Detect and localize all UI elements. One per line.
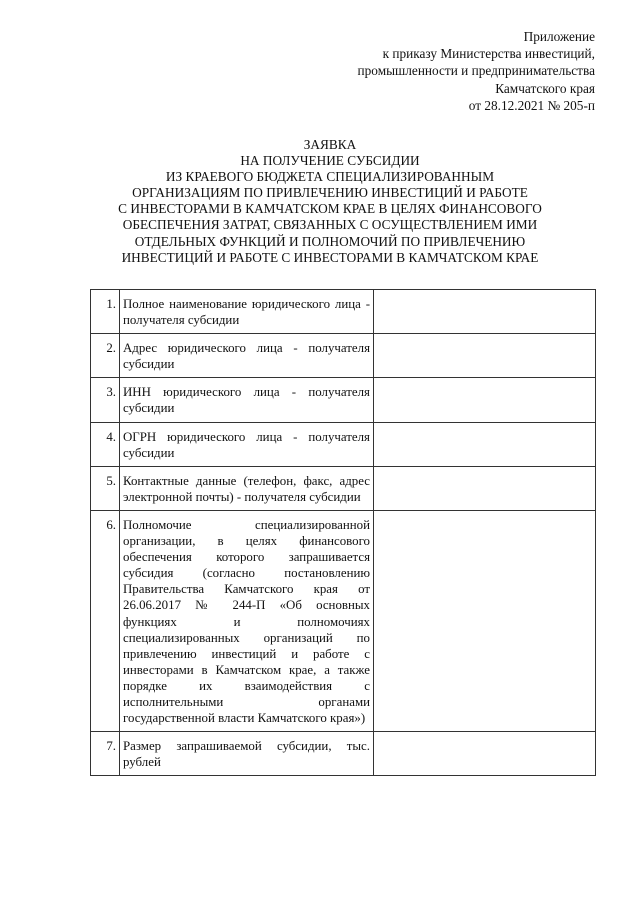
appendix-line: Камчатского края [495, 80, 595, 96]
row-value-field[interactable] [374, 510, 596, 731]
table-row [91, 732, 596, 776]
row-number: 6. [91, 510, 120, 731]
row-label: Размер запрашиваемой субсидии, тыс. рублей [120, 732, 374, 776]
appendix-line: промышленности и предпринимательства [357, 63, 595, 79]
row-label: Адрес юридического лица - получателя субсидии [120, 334, 374, 378]
row-value-field[interactable] [374, 290, 596, 334]
title-line: ЗАЯВКА [303, 137, 357, 152]
title-line: ОРГАНИЗАЦИЯМ ПО ПРИВЛЕЧЕНИЮ ИНВЕСТИЦИЙ И РАБОТЕ [132, 185, 528, 201]
table-row [91, 422, 596, 466]
row-value-field[interactable] [374, 378, 596, 422]
row-number: 3. [91, 378, 120, 422]
table-row [91, 290, 596, 334]
table-row [91, 378, 596, 422]
table-row [91, 466, 596, 510]
appendix-line: к приказу Министерства инвестиций, [382, 46, 595, 62]
row-value-field[interactable] [374, 334, 596, 378]
row-number: 7. [91, 732, 120, 776]
appendix-line: от 28.12.2021 № 205-п [468, 97, 595, 113]
table-row [91, 334, 596, 378]
title-line: ОТДЕЛЬНЫХ ФУНКЦИЙ И ПОЛНОМОЧИЙ ПО ПРИВЛЕЧЕНИЮ [134, 233, 526, 249]
title-line: НА ПОЛУЧЕНИЕ СУБСИДИИ [240, 153, 420, 169]
title-line: ИНВЕСТИЦИЙ И РАБОТЕ С ИНВЕСТОРАМИ В КАМЧАТСКОМ КРАЕ [121, 249, 539, 265]
document-title [75, 137, 585, 266]
row-number: 1. [91, 290, 120, 334]
row-label: Полномочие специализированной организации, в целях финансового обеспечения которого запрашивается субсидия (согласно постановлению Правительства Камчатского края от 26.06.2017 № 244-П «Об основных функциях и полномочиях специализированных организаций по привлечению инвестиций и работе с инвесторами в Камчатском крае, а также порядке их взаимодействия с исполнительными органами государственной власти Камчатского края») [120, 510, 374, 731]
row-value-field[interactable] [374, 732, 596, 776]
row-number: 4. [91, 422, 120, 466]
row-value-field[interactable] [374, 466, 596, 510]
row-label: ОГРН юридического лица - получателя субсидии [120, 422, 374, 466]
row-label: Полное наименование юридического лица - получателя субсидии [120, 290, 374, 334]
title-line: С ИНВЕСТОРАМИ В КАМЧАТСКОМ КРАЕ В ЦЕЛЯХ ФИНАНСОВОГО [118, 201, 542, 217]
row-label: ИНН юридического лица - получателя субсидии [120, 378, 374, 422]
appendix-line: Приложение [523, 29, 595, 44]
row-label: Контактные данные (телефон, факс, адрес электронной почты) - получателя субсидии [120, 466, 374, 510]
title-line: ОБЕСПЕЧЕНИЯ ЗАТРАТ, СВЯЗАННЫХ С ОСУЩЕСТВЛЕНИЕМ ИМИ [122, 217, 538, 233]
table-row [91, 510, 596, 731]
application-form-table [90, 289, 596, 776]
row-number: 5. [91, 466, 120, 510]
row-value-field[interactable] [374, 422, 596, 466]
row-number: 2. [91, 334, 120, 378]
title-line: ИЗ КРАЕВОГО БЮДЖЕТА СПЕЦИАЛИЗИРОВАННЫМ [165, 169, 495, 185]
appendix-block [358, 28, 595, 114]
